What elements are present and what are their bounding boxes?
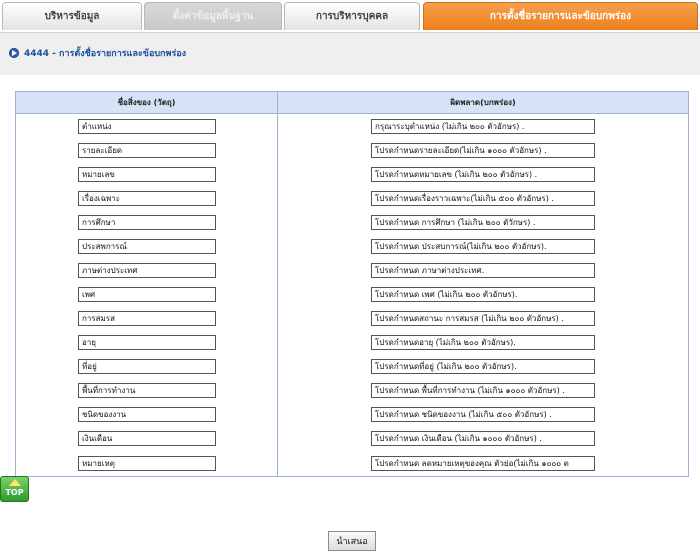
error-message-input[interactable] bbox=[371, 407, 595, 422]
table-row bbox=[16, 354, 689, 378]
object-name-input[interactable] bbox=[78, 191, 216, 206]
table-row bbox=[16, 402, 689, 426]
column-header-object-name: ชื่อสิ่งของ (วัตถุ) bbox=[16, 92, 278, 114]
object-name-input[interactable] bbox=[78, 407, 216, 422]
name-cell bbox=[16, 114, 278, 139]
table-row bbox=[16, 186, 689, 210]
error-cell bbox=[278, 282, 689, 306]
object-name-input[interactable] bbox=[78, 456, 216, 471]
error-cell bbox=[278, 114, 689, 139]
object-name-input[interactable] bbox=[78, 215, 216, 230]
error-message-input[interactable] bbox=[371, 167, 595, 182]
tab-naming-defects[interactable]: การตั้งชื่อรายการและข้อบกพร่อง bbox=[423, 2, 698, 30]
object-name-input[interactable] bbox=[78, 311, 216, 326]
error-message-input[interactable] bbox=[371, 359, 595, 374]
error-message-input[interactable] bbox=[371, 191, 595, 206]
name-cell bbox=[16, 402, 278, 426]
name-cell bbox=[16, 306, 278, 330]
object-name-input[interactable] bbox=[78, 167, 216, 182]
name-cell bbox=[16, 426, 278, 450]
error-message-input[interactable] bbox=[371, 215, 595, 230]
object-name-input[interactable] bbox=[78, 239, 216, 254]
table-row bbox=[16, 330, 689, 354]
name-cell bbox=[16, 282, 278, 306]
column-header-error: ผิดพลาด(บกพร่อง) bbox=[278, 92, 689, 114]
error-cell bbox=[278, 402, 689, 426]
error-message-input[interactable] bbox=[371, 311, 595, 326]
table-row bbox=[16, 450, 689, 477]
error-message-input[interactable] bbox=[371, 239, 595, 254]
name-cell bbox=[16, 210, 278, 234]
error-cell bbox=[278, 450, 689, 477]
name-cell bbox=[16, 162, 278, 186]
error-message-input[interactable] bbox=[371, 431, 595, 446]
error-cell bbox=[278, 234, 689, 258]
table-row bbox=[16, 234, 689, 258]
name-cell bbox=[16, 138, 278, 162]
table-row bbox=[16, 306, 689, 330]
name-cell bbox=[16, 186, 278, 210]
table-row bbox=[16, 114, 689, 139]
object-name-input[interactable] bbox=[78, 119, 216, 134]
page-header bbox=[0, 32, 700, 75]
name-cell bbox=[16, 354, 278, 378]
submit-button[interactable]: นำเสนอ bbox=[328, 531, 376, 551]
object-name-input[interactable] bbox=[78, 263, 216, 278]
error-cell bbox=[278, 258, 689, 282]
table-row bbox=[16, 210, 689, 234]
object-name-input[interactable] bbox=[78, 335, 216, 350]
error-cell bbox=[278, 138, 689, 162]
error-message-input[interactable] bbox=[371, 119, 595, 134]
up-arrow-icon bbox=[9, 479, 21, 486]
error-message-input[interactable] bbox=[371, 456, 595, 471]
error-cell bbox=[278, 426, 689, 450]
table-row bbox=[16, 426, 689, 450]
error-message-input[interactable] bbox=[371, 287, 595, 302]
object-name-input[interactable] bbox=[78, 287, 216, 302]
error-cell bbox=[278, 210, 689, 234]
error-message-input[interactable] bbox=[371, 335, 595, 350]
name-cell bbox=[16, 378, 278, 402]
error-message-input[interactable] bbox=[371, 383, 595, 398]
error-cell bbox=[278, 306, 689, 330]
name-cell bbox=[16, 258, 278, 282]
tab-personnel[interactable]: การบริหารบุคคล bbox=[284, 2, 420, 30]
name-cell bbox=[16, 330, 278, 354]
error-cell bbox=[278, 378, 689, 402]
error-message-input[interactable] bbox=[371, 263, 595, 278]
table-row bbox=[16, 162, 689, 186]
name-cell bbox=[16, 234, 278, 258]
page-title: 4444 - การตั้งชื่อรายการและข้อบกพร่อง bbox=[24, 49, 187, 59]
object-name-input[interactable] bbox=[78, 431, 216, 446]
back-to-top-button[interactable] bbox=[0, 476, 29, 502]
name-cell bbox=[16, 450, 278, 477]
object-name-input[interactable] bbox=[78, 143, 216, 158]
error-message-input[interactable] bbox=[371, 143, 595, 158]
naming-table bbox=[15, 91, 689, 477]
error-cell bbox=[278, 354, 689, 378]
table-row bbox=[16, 282, 689, 306]
top-label: TOP bbox=[5, 488, 24, 497]
object-name-input[interactable] bbox=[78, 359, 216, 374]
arrow-circle-icon bbox=[9, 48, 19, 58]
object-name-input[interactable] bbox=[78, 383, 216, 398]
tab-bar bbox=[0, 0, 700, 32]
tab-manage-data[interactable]: บริหารข้อมูล bbox=[2, 2, 142, 30]
error-cell bbox=[278, 186, 689, 210]
table-row bbox=[16, 138, 689, 162]
table-row bbox=[16, 378, 689, 402]
tab-basic-settings[interactable]: ตั้งค่าข้อมูลพื้นฐาน bbox=[144, 2, 282, 30]
table-row bbox=[16, 258, 689, 282]
error-cell bbox=[278, 330, 689, 354]
error-cell bbox=[278, 162, 689, 186]
table-header-row bbox=[16, 92, 689, 114]
